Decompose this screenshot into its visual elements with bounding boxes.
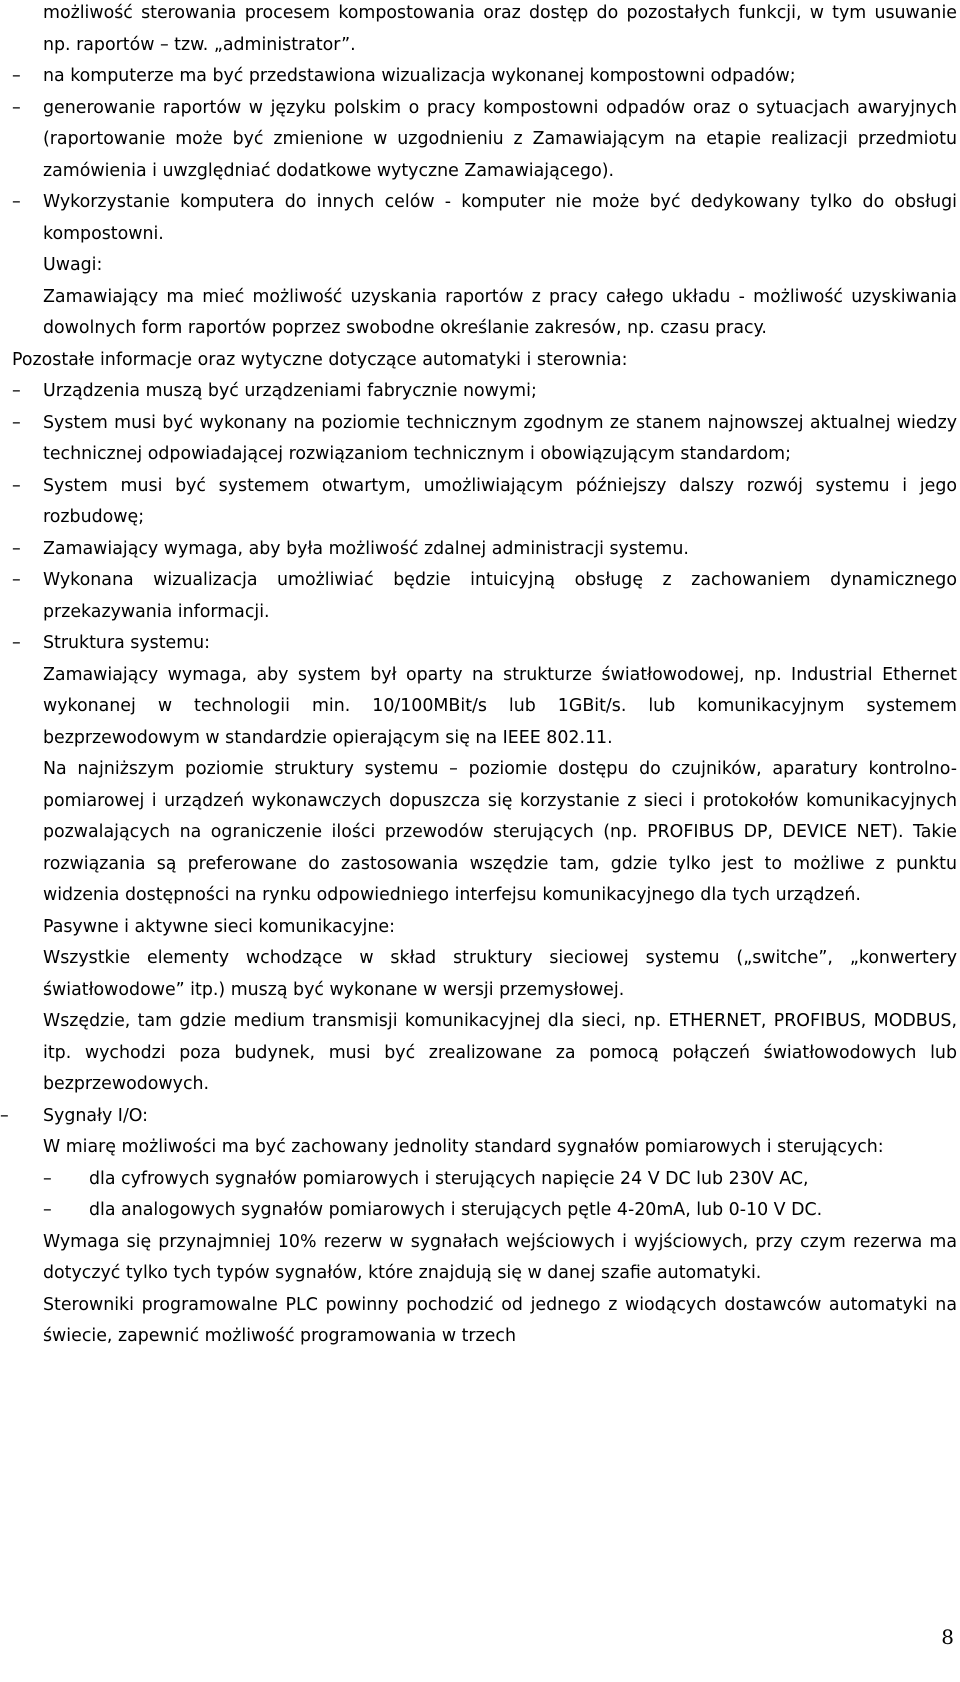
paragraph-administrator: możliwość sterowania procesem kompostowania oraz dostęp do pozostałych funkcji, w tym usuwanie np. raportów – tzw. „administrator”. bbox=[43, 3, 957, 55]
paragraph-reserve: Wymaga się przynajmniej 10% rezerw w sygnałach wejściowych i wyjściowych, przy czym rezerwa ma dotyczyć tylko tych typów sygnałów, które znajdują się w danej szafie automatyki. bbox=[43, 1231, 957, 1283]
paragraph-network-elements: Wszystkie elementy wchodzące w skład struktury sieciowej systemu („switche”, „konwertery światłowodowe” itp.) muszą być wykonane w wersji przemysłowej. bbox=[43, 948, 957, 1000]
list-item-visualization: – na komputerze ma być przedstawiona wizualizacja wykonanej kompostowni odpadów; bbox=[43, 61, 957, 93]
subheading-networks: Pasywne i aktywne sieci komunikacyjne: bbox=[43, 916, 395, 937]
paragraph-fiber-structure: Zamawiający wymaga, aby system był oparty na strukturze światłowodowej, np. Industrial Ethernet wykonanej w technologii min. 10/100MBit/s lub 1GBit/s. lub komunikacyjnym systemem bezprzewodowym w standardzie opierającym się na IEEE 802.11. bbox=[43, 664, 957, 748]
list-item-new-devices: – Urządzenia muszą być urządzeniami fabrycznie nowymi; bbox=[43, 376, 957, 408]
list-item-io-signals: – Sygnały I/O: bbox=[43, 1101, 957, 1133]
list-item-remote-admin: – Zamawiający wymaga, aby była możliwość zdalnej administracji systemu. bbox=[43, 534, 957, 566]
paragraph-signal-standard: W miarę możliwości ma być zachowany jednolity standard sygnałów pomiarowych i sterujących: bbox=[43, 1137, 884, 1157]
list-item-reports: – generowanie raportów w języku polskim o pracy kompostowni odpadów oraz o sytuacjach awaryjnych (raportowanie może być zmienione w uzgodnieniu z Zamawiającym na etapie realizacji przedmiotu zamówienia i uwzględniać dodatkowe wytyczne Zamawiającego). bbox=[43, 93, 957, 188]
list-item-technical-level: – System musi być wykonany na poziomie technicznym zgodnym ze stanem najnowszej aktualnej wiedzy technicznej odpowiadającej rozwiązaniom technicznym i obowiązującym standardom; bbox=[43, 408, 957, 471]
list-item-open-system: – System musi być systemem otwartym, umożliwiającym późniejszy dalszy rozwój systemu i jego rozbudowę; bbox=[43, 471, 957, 534]
paragraph-transmission-medium: Wszędzie, tam gdzie medium transmisji komunikacyjnej dla sieci, np. ETHERNET, PROFIBUS, MODBUS, itp. wychodzi poza budynek, musi być zrealizowane za pomocą połączeń światłowodowych lub bezprzewodowych. bbox=[43, 1011, 957, 1094]
list-item-system-structure: – Struktura systemu: bbox=[43, 628, 957, 660]
list-item-digital-signals: – dla cyfrowych sygnałów pomiarowych i sterujących napięcie 24 V DC lub 230V AC, bbox=[89, 1164, 957, 1196]
remarks-heading: Uwagi: bbox=[43, 255, 103, 275]
list-item-visualization-intuitive: – Wykonana wizualizacja umożliwiać będzie intuicyjną obsługę z zachowaniem dynamicznego przekazywania informacji. bbox=[43, 565, 957, 628]
list-item-computer-use: – Wykorzystanie komputera do innych celów - komputer nie może być dedykowany tylko do obsługi kompostowni. bbox=[43, 187, 957, 250]
paragraph-remarks: Zamawiający ma mieć możliwość uzyskania raportów z pracy całego układu - możliwość uzyskiwania dowolnych form raportów poprzez swobodne określanie zakresów, np. czasu pracy. bbox=[43, 286, 957, 338]
section-heading-automation: Pozostałe informacje oraz wytyczne dotyczące automatyki i sterownia: bbox=[12, 349, 628, 370]
page-number: 8 bbox=[941, 1625, 954, 1649]
paragraph-plc: Sterowniki programowalne PLC powinny pochodzić od jednego z wiodących dostawców automatyki na świecie, zapewnić możliwość programowania w trzech bbox=[43, 1294, 957, 1346]
paragraph-lowest-level: Na najniższym poziomie struktury systemu – poziomie dostępu do czujników, aparatury kontrolno-pomiarowej i urządzeń wykonawczych dopuszcza się korzystanie z sieci i protokołów komunikacyjnych pozwalających na ograniczenie ilości przewodów sterujących (np. PROFIBUS DP, DEVICE NET). Takie rozwiązania są preferowane do zastosowania wszędzie tam, gdzie tylko jest to możliwe z punktu widzenia dostępności na rynku odpowiedniego interfejsu komunikacyjnego dla tych urządzeń. bbox=[43, 759, 957, 905]
document-body bbox=[12, 0, 957, 1353]
list-item-analog-signals: – dla analogowych sygnałów pomiarowych i sterujących pętle 4-20mA, lub 0-10 V DC. bbox=[89, 1195, 957, 1227]
